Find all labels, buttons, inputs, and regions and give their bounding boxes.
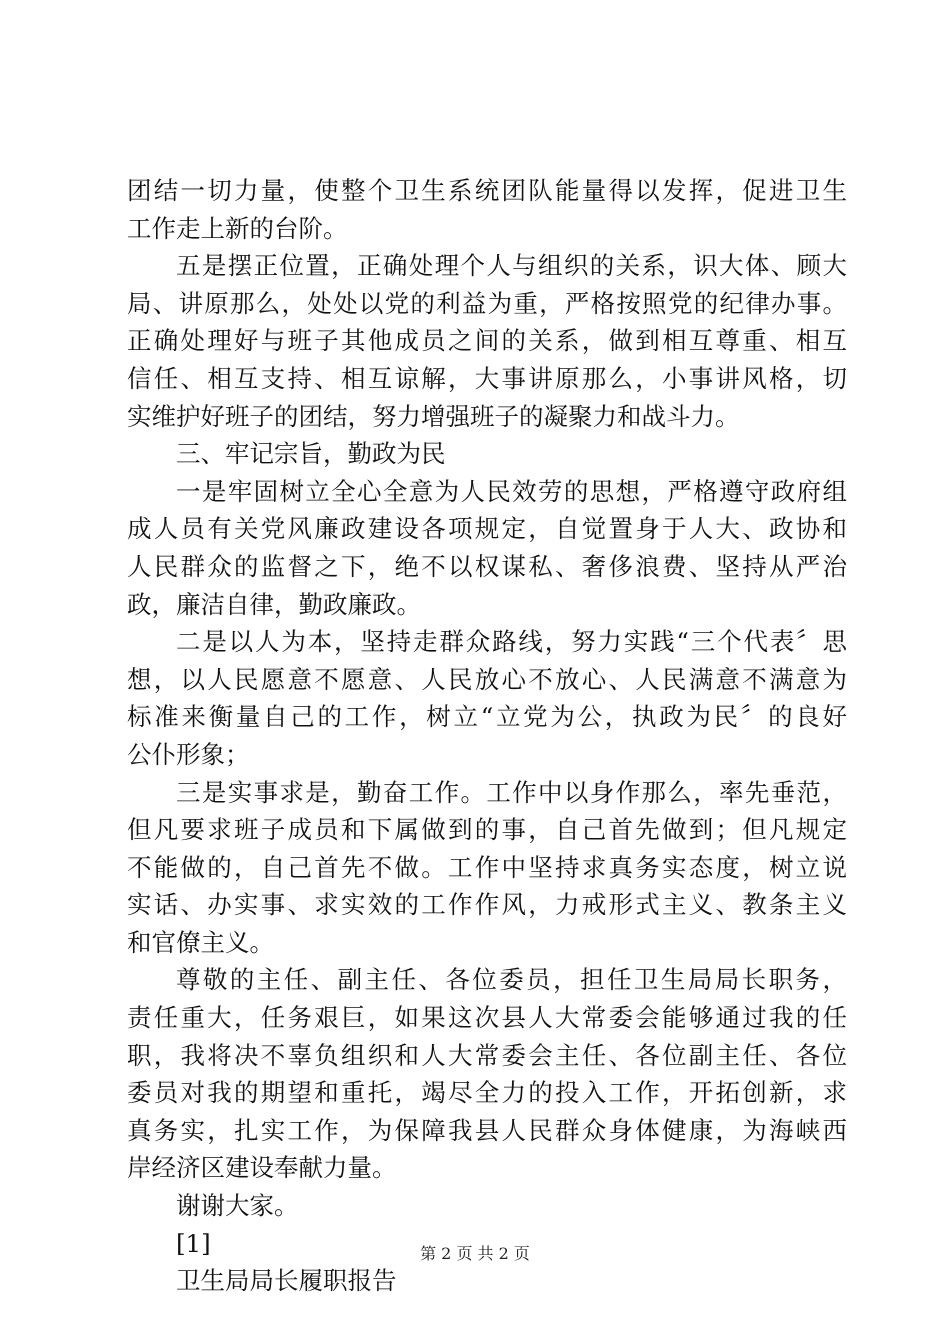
text-line: 标准来衡量自己的工作，树立“立党为公，执政为民〞的良好 <box>127 702 847 732</box>
text-line: 局、讲原那么，处处以党的利益为重，严格按照党的纪律办事。 <box>127 288 847 318</box>
text-line: 二是以人为本，坚持走群众路线，努力实践“三个代表〞思 <box>176 627 847 657</box>
text-line: 和官僚主义。 <box>127 927 274 957</box>
text-line: 实话、办实事、求实效的工作作风，力戒形式主义、教条主义 <box>127 890 847 920</box>
text-line: 卫生局局长履职报告 <box>176 1266 397 1296</box>
text-line: 三、牢记宗旨，勤政为民 <box>176 439 446 469</box>
text-line: 五是摆正位置，正确处理个人与组织的关系，识大体、顾大 <box>176 251 847 281</box>
text-line: 但凡要求班子成员和下属做到的事，自己首先做到；但凡规定 <box>127 815 847 845</box>
page-footer: 第 2 页 共 2 页 <box>420 1244 530 1263</box>
text-line: 成人员有关党风廉政建设各项规定，自觉置身于人大、政协和 <box>127 514 847 544</box>
text-line: 正确处理好与班子其他成员之间的关系，做到相互尊重、相互 <box>127 326 847 356</box>
text-line: 谢谢大家。 <box>176 1191 299 1221</box>
text-line: 人民群众的监督之下，绝不以权谋私、奢侈浪费、坚持从严治 <box>127 551 847 581</box>
text-line: 真务实，扎实工作，为保障我县人民群众身体健康，为海峡西 <box>127 1115 847 1145</box>
text-line: 三是实事求是，勤奋工作。工作中以身作那么，率先垂范， <box>176 777 847 807</box>
text-line: 委员对我的期望和重托，竭尽全力的投入工作，开拓创新，求 <box>127 1078 847 1108</box>
text-line: 信任、相互支持、相互谅解，大事讲原那么，小事讲风格，切 <box>127 363 847 393</box>
text-line: 职，我将决不辜负组织和人大常委会主任、各位副主任、各位 <box>127 1040 847 1070</box>
text-line: 工作走上新的台阶。 <box>127 213 348 243</box>
text-line: [1] <box>176 1228 211 1258</box>
text-line: 一是牢固树立全心全意为人民效劳的思想，严格遵守政府组 <box>176 476 847 506</box>
text-line: 政，廉洁自律，勤政廉政。 <box>127 589 421 619</box>
text-line: 想，以人民愿意不愿意、人民放心不放心、人民满意不满意为 <box>127 664 847 694</box>
text-line: 公仆形象； <box>127 739 250 769</box>
text-line: 岸经济区建设奉献力量。 <box>127 1153 397 1183</box>
text-line: 责任重大，任务艰巨，如果这次县人大常委会能够通过我的任 <box>127 1003 847 1033</box>
text-line: 实维护好班子的团结，努力增强班子的凝聚力和战斗力。 <box>127 401 740 431</box>
text-line: 团结一切力量，使整个卫生系统团队能量得以发挥，促进卫生 <box>127 176 847 205</box>
document-body <box>127 172 847 1300</box>
text-line: 不能做的，自己首先不做。工作中坚持求真务实态度，树立说 <box>127 852 847 882</box>
text-line: 尊敬的主任、副主任、各位委员，担任卫生局局长职务， <box>176 965 847 995</box>
